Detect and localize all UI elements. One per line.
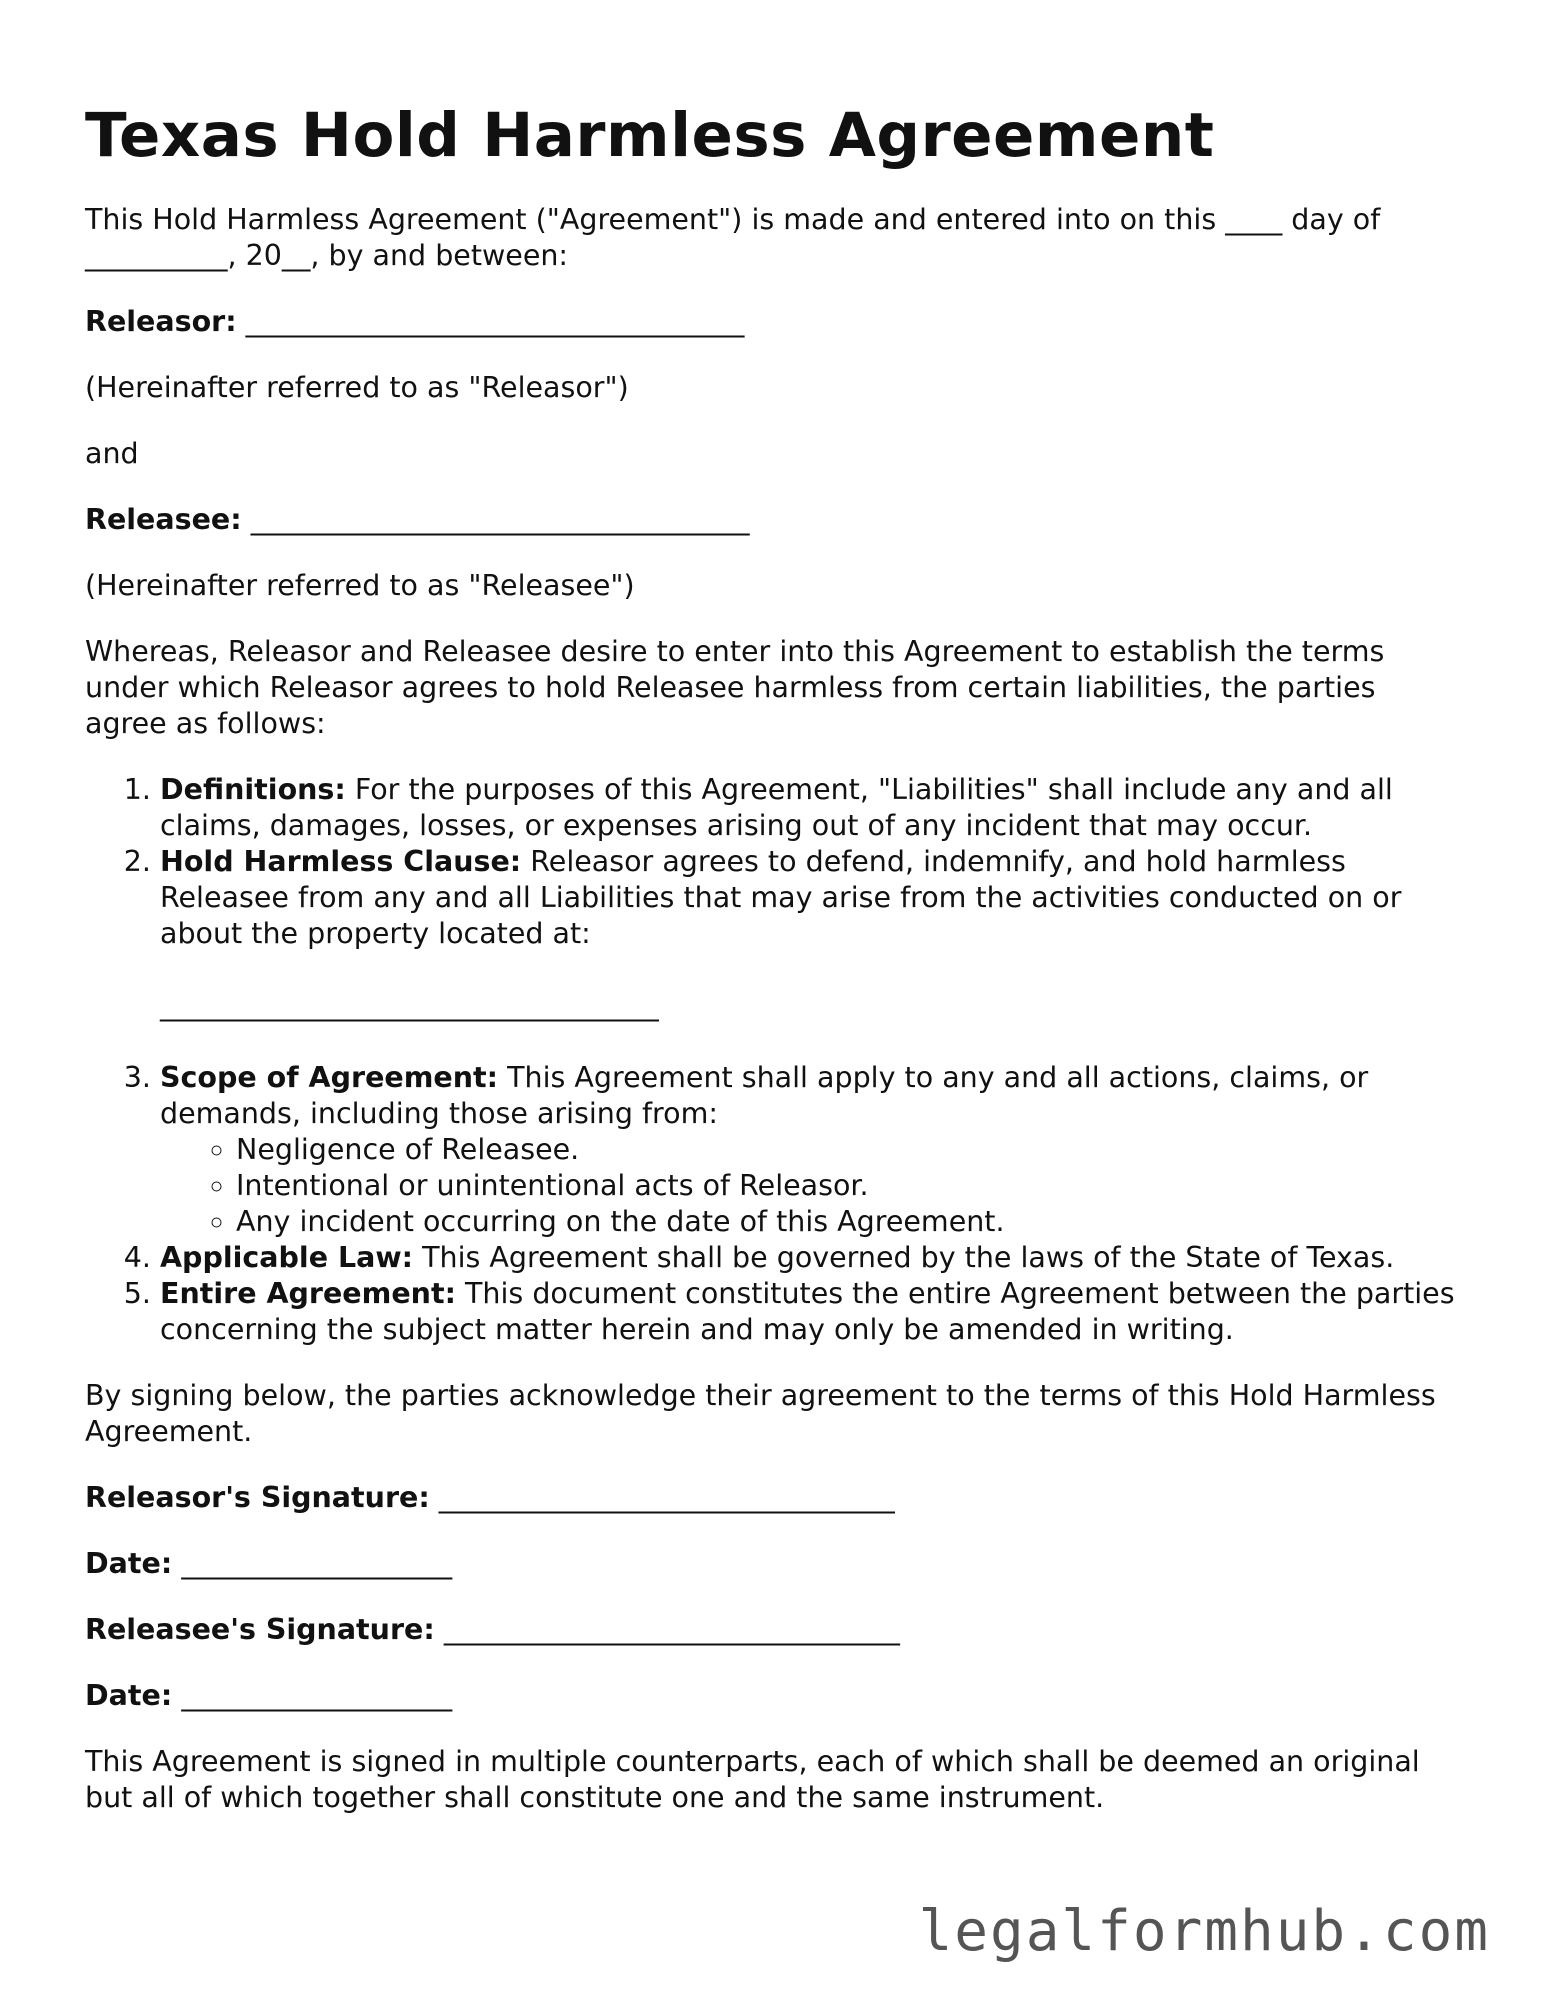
acknowledgement-paragraph: By signing below, the parties acknowledge their agreement to the terms of this Hold Harmless Agreement.: [85, 1379, 1436, 1448]
intro-paragraph: This Hold Harmless Agreement ("Agreement") is made and entered into on this ____ day of __________, 20__, by and between:: [85, 203, 1381, 272]
property-address-blank[interactable]: ___________________________________: [160, 989, 659, 1022]
releasee-field: [85, 502, 1465, 538]
date-label: Date:: [85, 1679, 173, 1712]
releasor-signature-field: [85, 1480, 1465, 1516]
clause-scope: [160, 1060, 1465, 1240]
clause-heading: Entire Agreement:: [160, 1277, 456, 1310]
and-text: and: [85, 437, 139, 470]
releasor-date-field: [85, 1546, 1465, 1582]
releasee-reference: (Hereinafter referred to as "Releasee"): [85, 569, 635, 602]
watermark-logo: legalformhub.com: [918, 1899, 1490, 1964]
clause-heading: Definitions:: [160, 773, 346, 806]
releasor-label: Releasor:: [85, 305, 237, 338]
releasee-signature-blank[interactable]: ________________________________: [443, 1613, 900, 1646]
clauses-list: [85, 772, 1465, 1348]
releasor-blank[interactable]: ___________________________________: [245, 305, 745, 338]
releasor-field: [85, 304, 1465, 340]
whereas-paragraph: Whereas, Releasor and Releasee desire to enter into this Agreement to establish the terms under which Releasor agrees to hold Releasee harmless from certain liabilities, the parties agree as follows:: [85, 635, 1385, 740]
releasee-signature-field: [85, 1612, 1465, 1648]
date-label: Date:: [85, 1547, 173, 1580]
clause-heading: Hold Harmless Clause:: [160, 845, 522, 878]
clause-text: For the purposes of this Agreement, "Liabilities" shall include any and all claims, damages, losses, or expenses arising out of any incident that may occur.: [160, 773, 1393, 842]
clause-definitions: [160, 772, 1465, 844]
clause-text: This Agreement shall apply to any and all actions, claims, or demands, including those arising from:: [160, 1061, 1369, 1130]
document-title: Texas Hold Harmless Agreement: [85, 100, 1215, 171]
releasee-date-blank[interactable]: ___________________: [181, 1679, 453, 1712]
releasee-signature-label: Releasee's Signature:: [85, 1613, 435, 1646]
releasor-signature-label: Releasor's Signature:: [85, 1481, 430, 1514]
clause-heading: Scope of Agreement:: [160, 1061, 499, 1094]
list-item: ◦ Negligence of Releasee.: [236, 1132, 1465, 1168]
releasor-signature-blank[interactable]: ________________________________: [438, 1481, 895, 1514]
releasor-reference: (Hereinafter referred to as "Releasor"): [85, 371, 629, 404]
clause-text: Releasor agrees to defend, indemnify, and hold harmless Releasee from any and all Liabilities that may arise from the activities conducted on or about the property located at:: [160, 845, 1402, 950]
releasee-label: Releasee:: [85, 503, 242, 536]
clause-hold-harmless: [160, 844, 1465, 1024]
clause-heading: Applicable Law:: [160, 1241, 414, 1274]
releasee-date-field: [85, 1678, 1465, 1714]
clause-text: This document constitutes the entire Agreement between the parties concerning the subject matter herein and may only be amended in writing.: [160, 1277, 1455, 1346]
clause-applicable-law: [160, 1240, 1465, 1276]
releasor-date-blank[interactable]: ___________________: [181, 1547, 453, 1580]
document-page: [85, 100, 1465, 1846]
clause-entire-agreement: [160, 1276, 1465, 1348]
counterparts-paragraph: This Agreement is signed in multiple counterparts, each of which shall be deemed an original but all of which together shall constitute one and the same instrument.: [85, 1745, 1420, 1814]
scope-sublist: [160, 1132, 1465, 1240]
releasee-blank[interactable]: ___________________________________: [250, 503, 750, 536]
list-item: ◦ Intentional or unintentional acts of Releasor.: [236, 1168, 1465, 1204]
list-item: ◦ Any incident occurring on the date of this Agreement.: [236, 1204, 1465, 1240]
clause-text: This Agreement shall be governed by the laws of the State of Texas.: [413, 1241, 1395, 1274]
